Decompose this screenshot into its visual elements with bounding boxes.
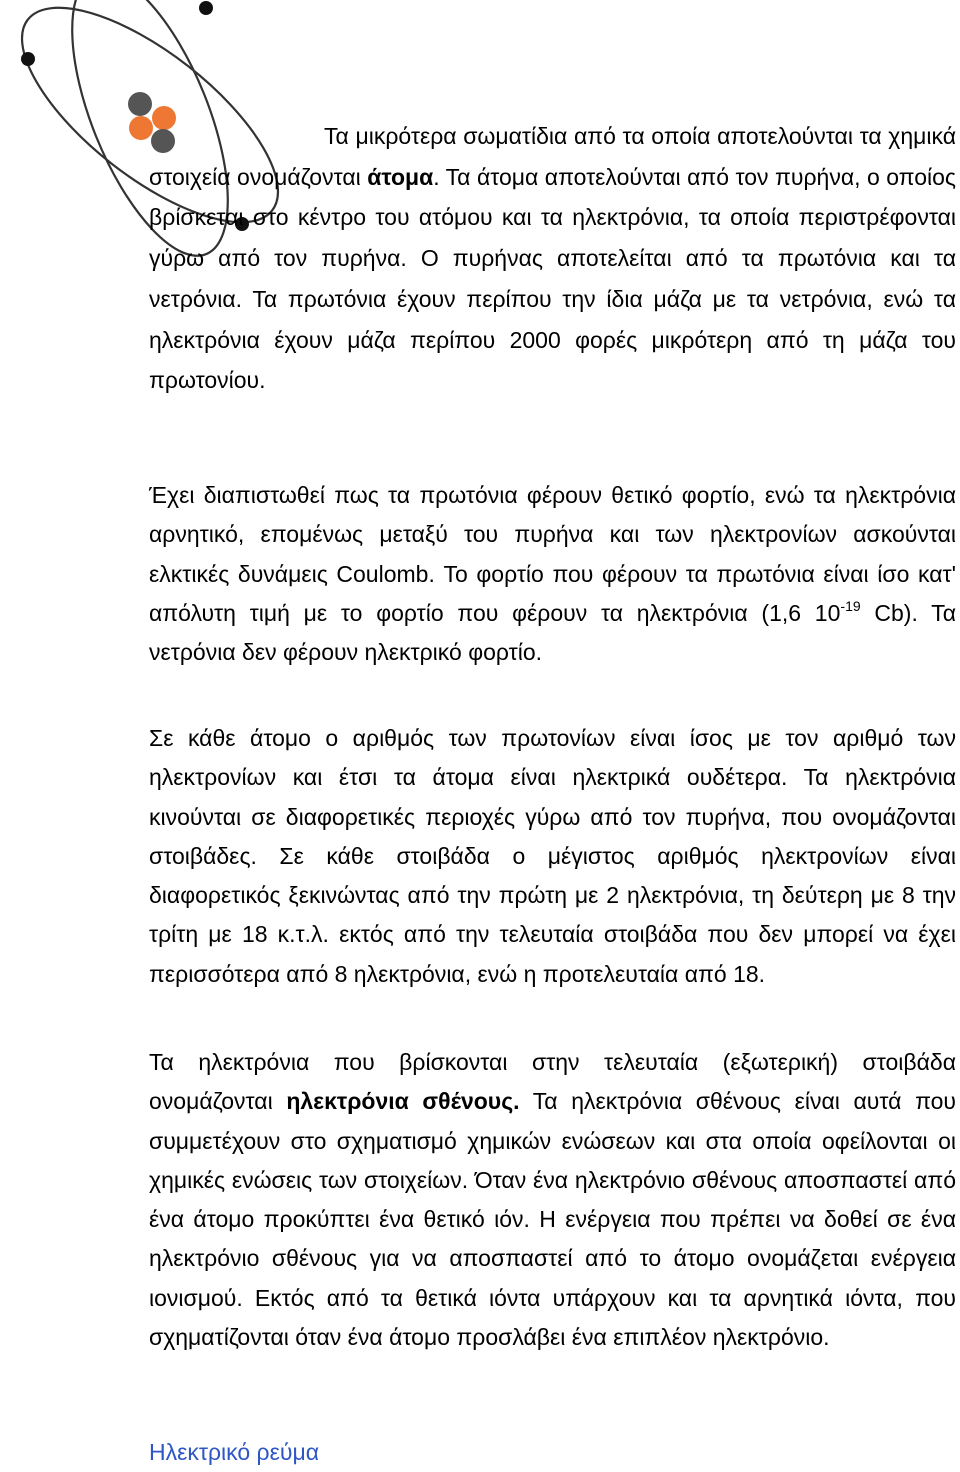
p2-text-start: Έχει διαπιστωθεί πως τα πρωτόνια φέρουν θετικό φορτίο, ενώ τα ηλεκτρόνια αρνητικό, επομένως μεταξύ του πυρήνα και των ηλεκτρονίων ασκούνται ελκτικές δυνάμεις Coulomb. Το φορτίο που φέρουν τα πρωτόνια είναι ίσο κατ' απόλυτη τιμή με το φορτίο που φέρουν τα ηλεκτρόνια (1,6 10	[149, 482, 956, 626]
paragraph-charge	[149, 476, 956, 672]
paragraph-valence	[149, 1043, 956, 1357]
p1-text-end: . Τα άτομα αποτελούνται από τον πυρήνα, ο οποίος βρίσκεται στο κέντρο του ατόμου και τα ηλεκτρόνια, τα οποία περιστρέφονται γύρω από τον πυρήνα. Ο πυρήνας αποτελείται από τα πρωτόνια και τα νετρόνια. Τα πρωτόνια έχουν περίπου την ίδια μάζα με τα νετρόνια, ενώ τα ηλεκτρόνια έχουν μάζα περίπου 2000 φορές μικρότερη από τη μάζα του πρωτονίου.	[149, 163, 956, 394]
term-valence-electrons: ηλεκτρόνια σθένους.	[286, 1088, 520, 1115]
paragraph-shells: Σε κάθε άτομο ο αριθμός των πρωτονίων είναι ίσος με τον αριθμό των ηλεκτρονίων και έτσι τα άτομα είναι ηλεκτρικά ουδέτερα. Τα ηλεκτρόνια κινούνται σε διαφορετικές περιοχές γύρω από τον πυρήνα, που ονομάζονται στοιβάδες. Σε κάθε στοιβάδα ο μέγιστος αριθμός ηλεκτρονίων είναι διαφορετικός ξεκινώντας από την πρώτη με 2 ηλεκτρόνια, τη δεύτερη με 8 την τρίτη με 18 κ.τ.λ. εκτός από την τελευταία στοιβάδα που δεν μπορεί να έχει περισσότερα από 8 ηλεκτρόνια, ενώ η προτελευταία από 18.	[149, 725, 956, 987]
p2-text-end: Cb). Τα νετρόνια δεν φέρουν ηλεκτρικό φορτίο.	[149, 599, 956, 666]
paragraph-atoms	[149, 116, 956, 401]
p4-text-start: Τα ηλεκτρόνια που βρίσκονται στην τελευταία (εξωτερική) στοιβάδα ονομάζονται	[149, 1049, 956, 1115]
exponent: -19	[840, 597, 861, 614]
electron	[21, 52, 35, 66]
electron	[199, 1, 213, 15]
next-section-link[interactable]: Ηλεκτρικό ρεύμα	[149, 1439, 320, 1465]
p4-text-end: Τα ηλεκτρόνια σθένους είναι αυτά που συμμετέχουν στο σχηματισμό χημικών ενώσεων και στα οποία οφείλονται οι χημικές ενώσεις των στοιχείων. Όταν ένα ηλεκτρόνιο σθένους αποσπαστεί από ένα άτομο προκύπτει ένα θετικό ιόν. Η ενέργεια που πρέπει να δοθεί σε ένα ηλεκτρόνιο σθένους για να αποσπαστεί από το άτομο ονομάζεται ενέργεια ιονισμού. Εκτός από τα θετικά ιόντα υπάρχουν και τα αρνητικά ιόντα, που σχηματίζονται όταν ένα άτομο προσλάβει ένα επιπλέον ηλεκτρόνιο.	[149, 1088, 956, 1351]
term-atoms: άτομα	[367, 163, 434, 190]
p1-text-start: Τα μικρότερα σωματίδια από τα οποία αποτελούνται τα χημικά στοιχεία ονομάζονται	[149, 123, 956, 190]
neutron	[128, 92, 152, 116]
